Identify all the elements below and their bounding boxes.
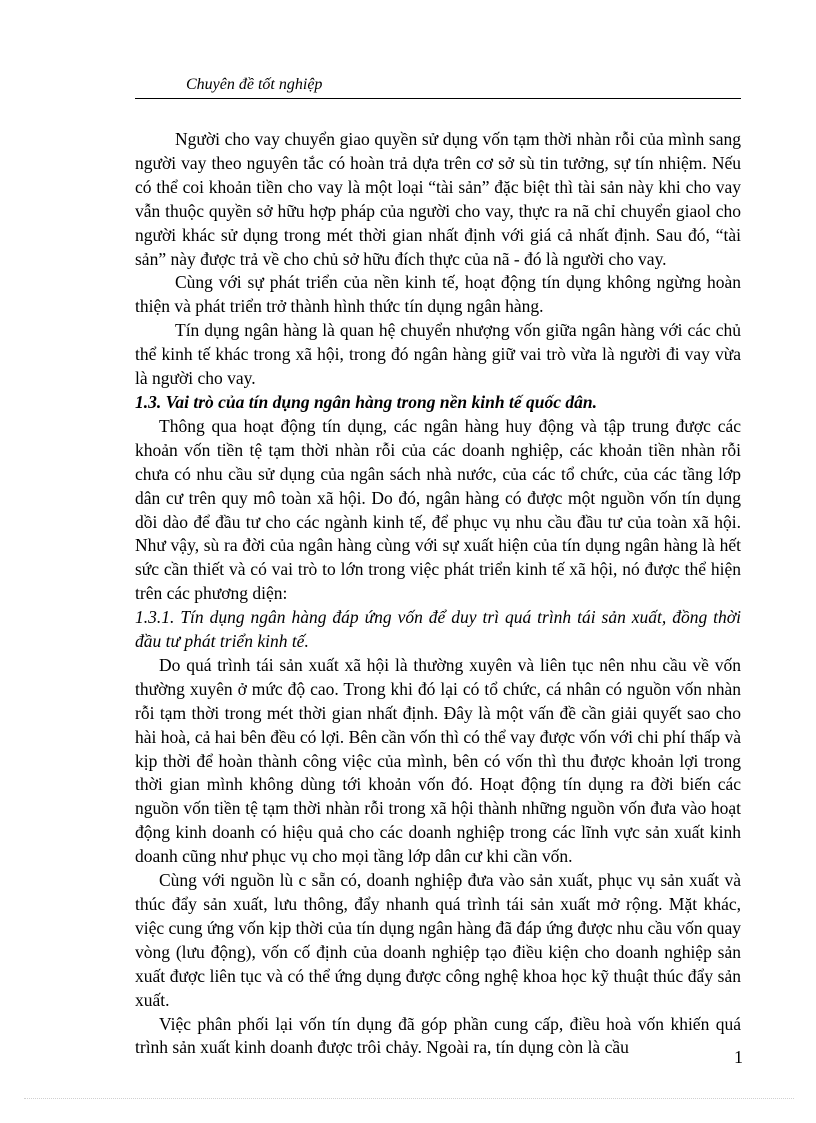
running-header: Chuyên đề tốt nghiệp [186, 76, 323, 93]
body-text [135, 128, 741, 1060]
paragraph-7: Việc phân phối lại vốn tín dụng đã góp phần cung cấp, điều hoà vốn khiến quá trình sản xuất kinh doanh được trôi chảy. Ngoài ra, tín dụng còn là cầu [135, 1013, 741, 1058]
paragraph-5: Do quá trình tái sản xuất xã hội là thường xuyên và liên tục nên nhu cầu về vốn thường xuyên ở mức độ cao. Trong khi đó lại có tổ chức, cá nhân có nguồn vốn nhàn rỗi tạm thời trong mét thời gian nhất định. Đây là một vấn đề cần giải quyết sao cho hài hoà, cả hai bên đều có lợi. Bên cần vốn thì có thể vay được vốn với chi phí thấp và kịp thời để hoàn thành công việc của mình, bên có vốn thì thu được khoản lợi trong thời gian mình không dùng tới khoản vốn đó. Hoạt động tín dụng ra đời biến các nguồn vốn tiền tệ tạm thời nhàn rỗi trong xã hội thành những nguồn vốn đưa vào hoạt động kinh doanh có hiệu quả cho các doanh nghiệp trong các lĩnh vực sản xuất kinh doanh cũng như phục vụ cho mọi tầng lớp dân cư khi cần vốn. [135, 654, 741, 867]
paragraph-6: Cùng với nguồn lù c sẵn có, doanh nghiệp đưa vào sản xuất, phục vụ sản xuất và thúc đẩy sản xuất, lưu thông, đẩy nhanh quá trình tái sản xuất mở rộng. Mặt khác, việc cung ứng vốn kịp thời của tín dụng ngân hàng đã đáp ứng được nhu cầu vốn quay vòng (lưu động), vốn cố định của doanh nghiệp tạo điều kiện cho doanh nghiệp sản xuất được liên tục và có thể ứng dụng được công nghệ khoa học kỹ thuật thúc đẩy sản xuất. [135, 870, 741, 1010]
header-rule [135, 98, 741, 99]
paragraph-2: Cùng với sự phát triển của nền kinh tế, hoạt động tín dụng không ngừng hoàn thiện và phát triển trở thành hình thức tín dụng ngân hàng. [135, 272, 741, 317]
subsection-heading-1-3-1: 1.3.1. Tín dụng ngân hàng đáp ứng vốn để duy trì quá trình tái sản xuất, đồng thời đầu tư phát triển kinh tế. [135, 607, 741, 652]
page-number: 1 [734, 1047, 743, 1067]
paragraph-1: Người cho vay chuyển giao quyền sử dụng vốn tạm thời nhàn rỗi của mình sang người vay theo nguyên tắc có hoàn trả dựa trên cơ sở sù tin tưởng, sự tín nhiệm. Nếu có thể coi khoản tiền cho vay là một loại “tài sản” đặc biệt thì tài sản này khi cho vay vẫn thuộc quyền sở hữu hợp pháp của người cho vay, thực ra nã chỉ chuyển giaol cho người khác sử dụng trong mét thời gian nhất định với giá cả nhất định. Sau đó, “tài sản” này được trả về cho chủ sở hữu đích thực của nã - đó là người cho vay. [135, 129, 741, 269]
section-heading-1-3: 1.3. Vai trò của tín dụng ngân hàng trong nền kinh tế quốc dân. [135, 391, 597, 412]
paragraph-4: Thông qua hoạt động tín dụng, các ngân hàng huy động và tập trung được các khoản vốn tiền tệ tạm thời nhàn rỗi của các doanh nghiệp, các khoản tiền nhàn rỗi chưa có nhu cầu sử dụng của ngân sách nhà nước, của các tổ chức, của các tầng lớp dân cư trên quy mô toàn xã hội. Do đó, ngân hàng có được một nguồn vốn tín dụng dồi dào để đầu tư cho các ngành kinh tế, để phục vụ nhu cầu đầu tư của toàn xã hội. Như vậy, sù ra đời của ngân hàng cùng với sự xuất hiện của tín dụng ngân hàng là hết sức cần thiết và có vai trò to lớn trong việc phát triển kinh tế xã hội, nó được thể hiện trên các phương diện: [135, 415, 741, 604]
page-bottom-border [24, 1098, 794, 1099]
paragraph-3: Tín dụng ngân hàng là quan hệ chuyển nhượng vốn giữa ngân hàng với các chủ thể kinh tế khác trong xã hội, trong đó ngân hàng giữ vai trò vừa là người đi vay vừa là người cho vay. [135, 320, 741, 389]
